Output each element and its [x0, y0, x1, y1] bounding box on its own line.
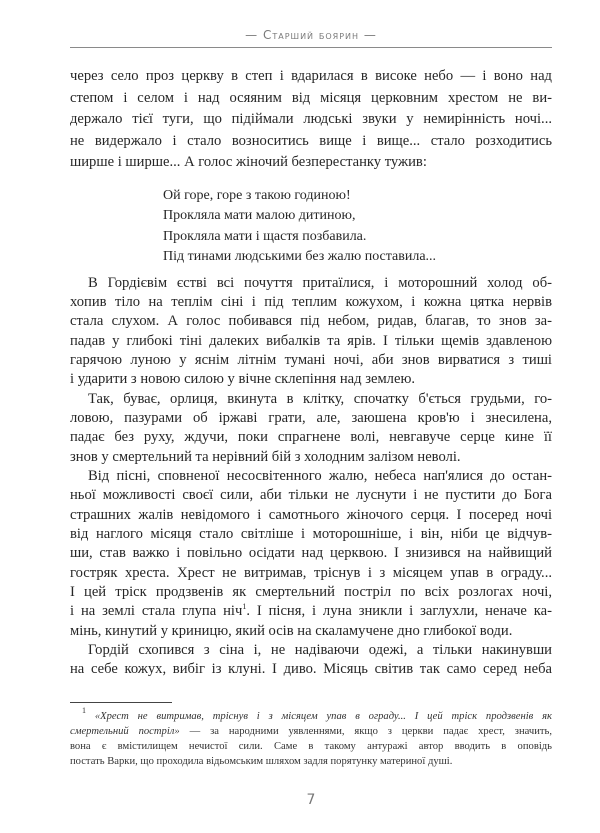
text-line: падав у глибокі тіні далеких вибалків та ярів. І тільки щемів здавленою [70, 332, 552, 349]
text-line: Гордій схопився з сіна і, не надіваючи одежі, а тільки накинувши [88, 642, 552, 659]
text-line: В Гордієвім єстві всі почуття притаїлися, і моторошний холод об- [88, 274, 552, 291]
footnote-divider [70, 702, 172, 703]
text-line: степом і селом і над осяяним від місяця церковним хрестом не ви- [70, 89, 552, 106]
verse-line: Прокляла мати малою дитиною, [163, 208, 356, 224]
text-segment: і на землі стала глупа ніч [70, 603, 243, 620]
text-line: на себе кожух, вибіг із клуні. І диво. Місяць світив так само серед неба [70, 661, 552, 678]
text-line: держало тієї туги, що підіймали людські звуки у немирінність ночі... [70, 111, 552, 128]
text-line: і ударити з новою силою у вічне склепіння над землею. [70, 371, 415, 388]
text-line: ши, став важко і повільно осідати над церквою. І знизився на найвищий [70, 545, 552, 562]
page-number: 7 [306, 792, 316, 808]
footnote-line: вона є вмістилищем нечистої сили. Саме в такому антуражі автор вводить в оповідь [70, 741, 552, 752]
song-verse [163, 186, 523, 267]
text-line: не видержало і стало возноситись вище і вище... стало розходитись [70, 132, 552, 149]
text-line: І цей тріск продзвенів як смертельний постріл по всіх розлогах ночі, [70, 584, 552, 600]
text-line: Так, буває, орлиця, вкинута в клітку, спочатку б'ється грудьми, го- [88, 390, 552, 407]
continued-paragraph [70, 66, 552, 174]
header-divider [70, 47, 552, 48]
verse-line: Ой горе, горе з такою годиною! [163, 188, 351, 203]
text-line: гарячою луною у яснім літнім тумані ночі, аби знов вирватися з тиші [70, 351, 552, 368]
footnote [70, 706, 552, 769]
text-line: хопив тіло на теплім сіні і під теплим кожухом, і кожна цятка нервів [70, 293, 552, 310]
footnote-marker: 1 [82, 706, 86, 715]
text-line: Від пісні, сповненої несосвітенного жалю, небеса нап'ялися до остан- [88, 467, 552, 484]
text-segment: смертельний постріл» [70, 726, 180, 737]
text-segment: «Хрест не витримав, тріснув і з місяцем упав в ограду... І цей тріск продзвенів як [86, 711, 552, 722]
text-line: падає без руху, ждучи, поки спрагнене волі, невгавуче серце кине її [70, 429, 552, 446]
text-line: через село проз церкву в степ і вдарилася в високе небо — і воно над [70, 68, 552, 84]
text-line: ловою, пазурами об іржаві грати, але, заюшена кров'ю і знесилена, [70, 409, 552, 426]
running-head: — Старший боярин — [245, 28, 377, 42]
text-line: мінь, кинутий у криницю, який осів на скаламучене дно глибокої води. [70, 622, 513, 639]
text-line: гостряк хреста. Хрест не витримав, тріснув і з місяцем упав в ограду... [70, 564, 552, 581]
text-line: ньої можливості своєї сили, аби тільки не луснути і не пустити до Бога [70, 487, 552, 504]
footnote-line [70, 706, 552, 724]
text-segment: . І пісня, і луна зникли і заглухли, неначе ка- [246, 603, 552, 620]
text-line: знов у смертельний та нерівний бій з холодним залізом неволі. [70, 448, 461, 465]
text-line: страшних жалів невідомого і самотнього жіночого серця. І посеред ночі [70, 506, 552, 523]
text-segment: — за народними уявленнями, якщо з церкви падає хрест, значить, [179, 726, 552, 737]
text-line: ширше і ширше... А голос жіночий безперестанку тужив: [70, 154, 427, 171]
verse-line: Прокляла мати і щастя позбавила. [163, 228, 367, 244]
footnote-marker: 1 [242, 602, 247, 612]
body-text [70, 274, 552, 680]
verse-line: Під тинами людськими без жалю поставила... [163, 248, 437, 264]
text-line: від наглого місяця стало світліше і моторошніше, і він, ніби це відчув- [70, 525, 552, 542]
text-line [70, 602, 552, 621]
footnote-line: постать Варки, що проходила відьомським шляхом задля порятунку материної душі. [70, 756, 453, 767]
footnote-line [70, 724, 552, 739]
text-line: стала слухом. А голос побивався під небом, ридав, благав, то знов за- [70, 313, 552, 330]
